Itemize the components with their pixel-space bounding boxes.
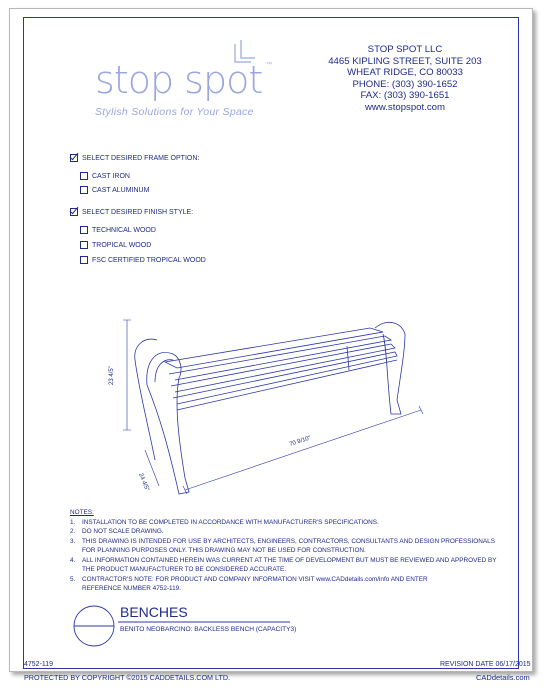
note-item: 3. THIS DRAWING IS INTENDED FOR USE BY ARCHITECTS, ENGINEERS, CONTRACTORS, CONSULTANTS AND DESIGN PROFESSIONALS — [70, 537, 495, 545]
logo-text: stop spot — [95, 58, 263, 102]
finish-option-technical-wood[interactable]: TECHNICAL WOOD — [80, 226, 156, 234]
checked-box-icon — [70, 154, 78, 162]
frame-option-cast-aluminum[interactable]: CAST ALUMINUM — [80, 186, 149, 194]
note-item: FOR PLANNING PURPOSES ONLY. THIS DRAWING MAY NOT BE USED FOR CONSTRUCTION. — [82, 547, 366, 554]
finish-option-tropical-wood[interactable]: TROPICAL WOOD — [80, 241, 151, 249]
length-dimension: 70 9/10" — [288, 435, 312, 448]
finish-style-heading: SELECT DESIRED FINISH STYLE: — [70, 208, 193, 216]
trademark-mark: ™ — [266, 62, 272, 68]
cad-site-link[interactable]: CADdetails.com — [476, 673, 530, 682]
company-city: WHEAT RIDGE, CO 80033 — [347, 67, 463, 79]
stopspot-logo — [75, 40, 295, 130]
notes-title: NOTES: — [70, 509, 94, 516]
note-item: 5. CONTRACTOR'S NOTE: FOR PRODUCT AND COMPANY INFORMATION VISIT www.CADdetails.com/info AND ENTER — [70, 575, 428, 583]
company-fax: FAX: (303) 390-1651 — [360, 90, 450, 102]
checkbox-icon[interactable] — [80, 186, 88, 194]
copyright-notice: PROTECTED BY COPYRIGHT ©2015 CADDETAILS.COM LTD. — [24, 673, 231, 682]
checkbox-icon[interactable] — [80, 241, 88, 249]
note-item: REFERENCE NUMBER 4752-119. — [82, 585, 181, 592]
reference-number: 4752-119 — [24, 661, 54, 668]
note-item: 1. INSTALLATION TO BE COMPLETED IN ACCORDANCE WITH MANUFACTURER'S SPECIFICATIONS. — [70, 518, 379, 526]
depth-dimension: 24 4/5" — [137, 472, 150, 493]
company-street: 4465 KIPLING STREET, SUITE 203 — [328, 55, 482, 67]
logo-tagline: Stylish Solutions for Your Space — [95, 106, 254, 118]
frame-option-heading: SELECT DESIRED FRAME OPTION: — [70, 154, 199, 162]
company-name: STOP SPOT LLC — [367, 44, 443, 55]
finish-option-fsc-wood[interactable]: FSC CERTIFIED TROPICAL WOOD — [80, 256, 206, 264]
checked-box-icon — [70, 208, 78, 216]
company-info — [305, 44, 505, 114]
checkbox-icon[interactable] — [80, 256, 88, 264]
frame-option-cast-iron[interactable]: CAST IRON — [80, 172, 130, 180]
revision-date: REVISION DATE 06/17/2015 — [440, 661, 531, 668]
note-item: 4. ALL INFORMATION CONTAINED HEREIN WAS CURRENT AT THE TIME OF DEVELOPMENT BUT MUST BE REVIEWED AND APPROVED BY — [70, 556, 497, 564]
height-dimension: 23 4/5" — [109, 366, 115, 385]
product-subtitle: BENITO NEOBARCINO: BACKLESS BENCH (CAPACITY3) — [120, 626, 297, 633]
checkbox-icon[interactable] — [80, 226, 88, 234]
category-title: BENCHES — [120, 604, 188, 620]
notes-block — [70, 508, 500, 594]
checkbox-icon[interactable] — [80, 172, 88, 180]
title-block — [70, 600, 300, 650]
note-item: 2. DO NOT SCALE DRAWING. — [70, 528, 164, 535]
company-phone: PHONE: (303) 390-1652 — [352, 78, 458, 90]
company-website: www.stopspot.com — [365, 101, 445, 113]
note-item: THE PRODUCT MANUFACTURER TO BE CONSIDERED ACCURATE. — [82, 566, 287, 573]
bench-drawing — [109, 310, 455, 510]
